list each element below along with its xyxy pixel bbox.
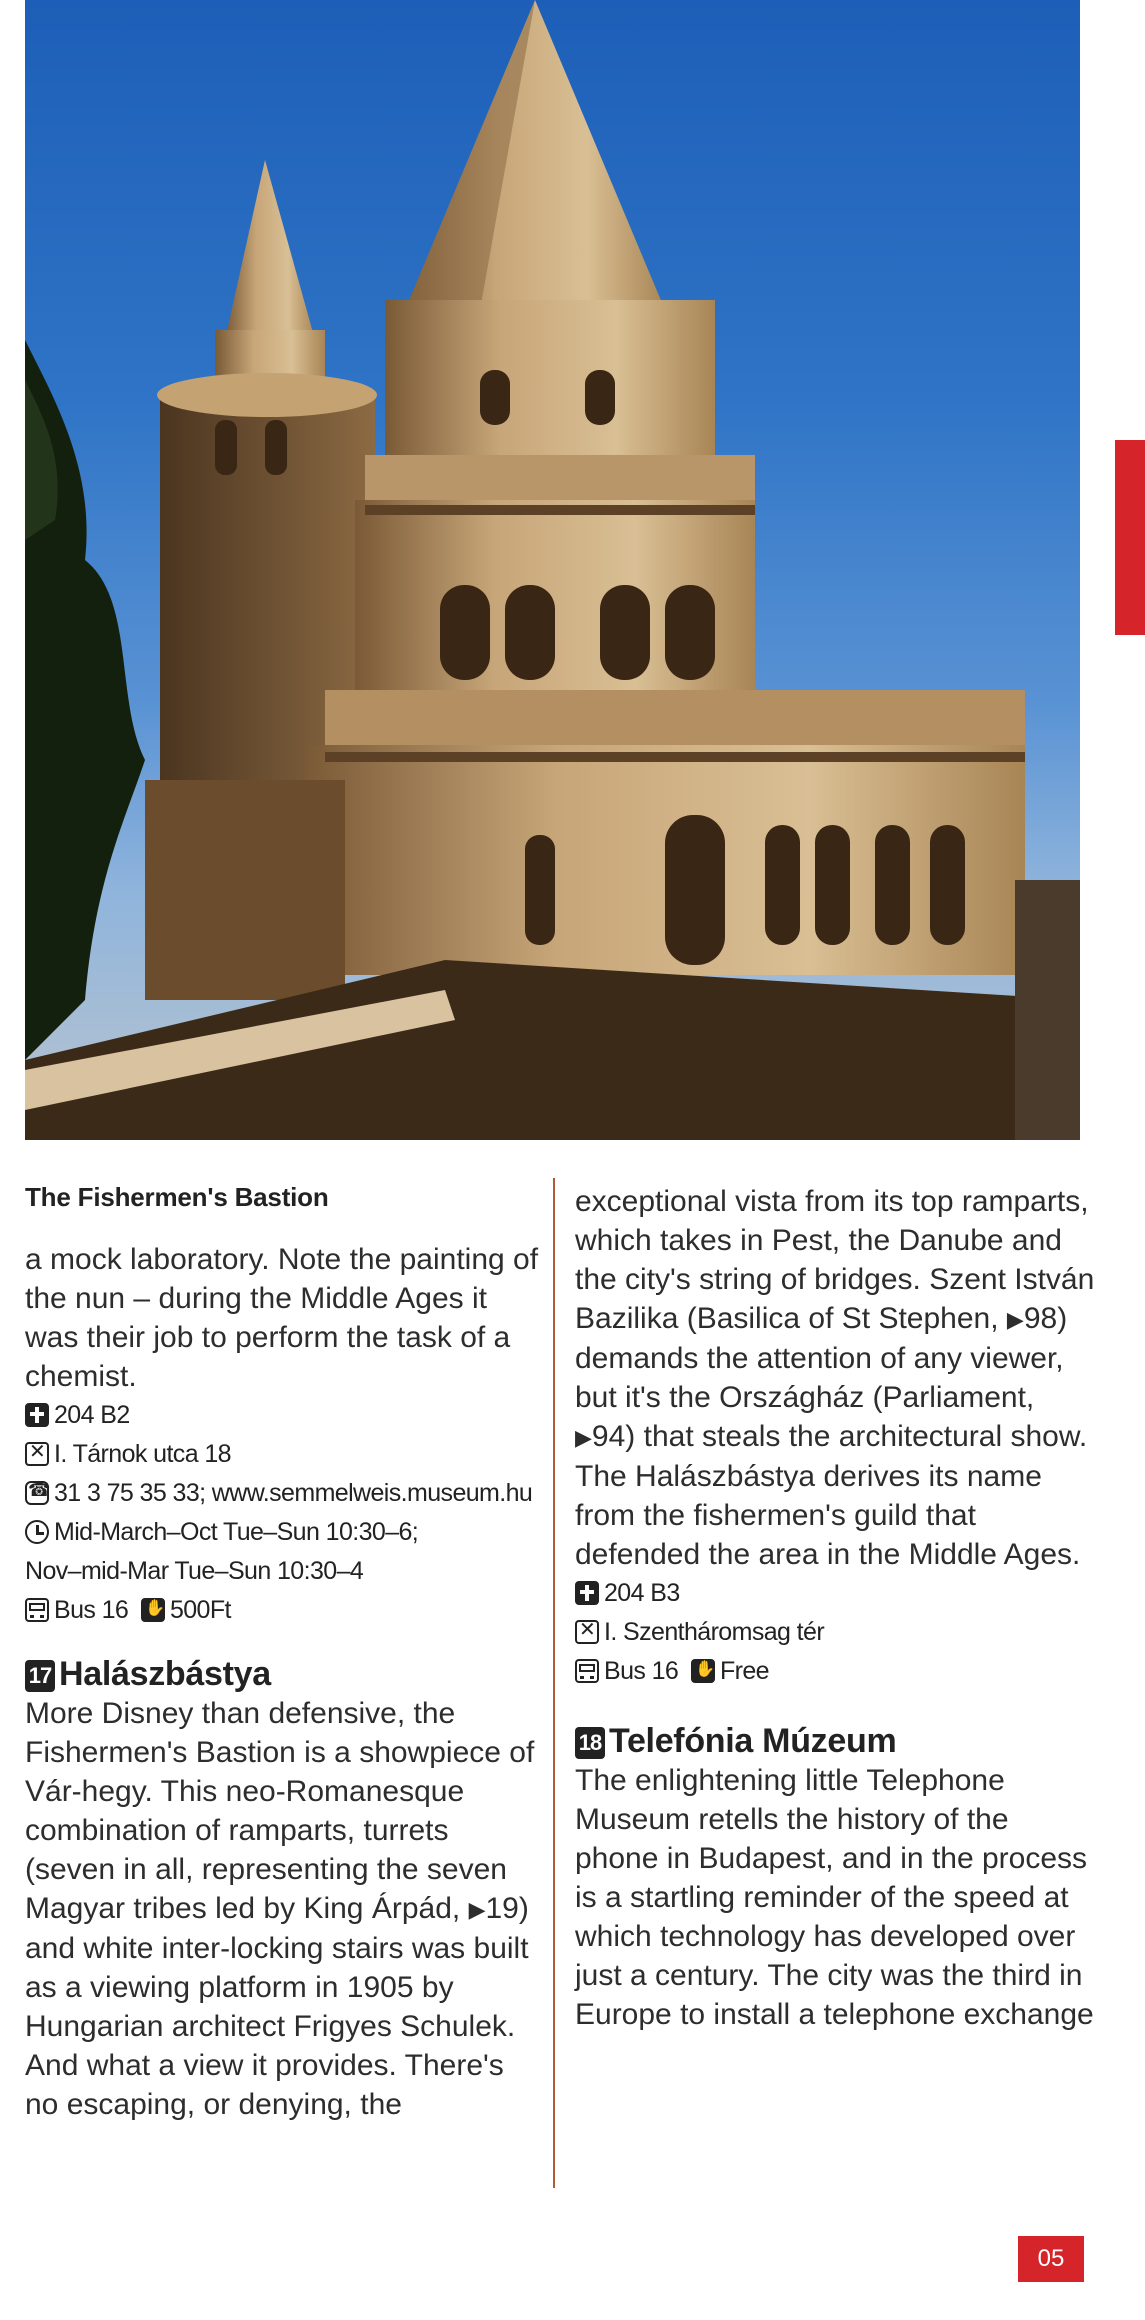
address: I. Szentháromsag tér [604, 1618, 825, 1646]
bus-icon [25, 1598, 49, 1622]
column-divider [553, 1178, 555, 2188]
fee: Free [719, 1657, 769, 1685]
info-hours [25, 1513, 540, 1552]
cross-ref[interactable]: 98 [1023, 1302, 1058, 1335]
bastion-illustration [25, 0, 1080, 1140]
info-transport [25, 1591, 540, 1630]
arrow-right-icon: ▶ [468, 1897, 486, 1922]
address: I. Tárnok utca 18 [54, 1440, 231, 1468]
section-tab [1115, 440, 1145, 635]
info-address [25, 1435, 540, 1474]
mail-icon [25, 1442, 49, 1466]
page-number: 05 [1018, 2236, 1084, 2282]
entry-17-continued [575, 1182, 1095, 1574]
hours-1: Mid-March–Oct Tue–Sun 10:30–6; [54, 1518, 419, 1546]
bus: Bus 16 [54, 1596, 129, 1624]
mail-icon [575, 1620, 599, 1644]
arrow-right-icon: ▶ [1006, 1307, 1024, 1332]
left-column [25, 1180, 540, 2124]
bus: Bus 16 [604, 1657, 679, 1685]
info-phone [25, 1474, 540, 1513]
map-grid-icon [25, 1403, 49, 1427]
fee: 500Ft [169, 1596, 231, 1624]
right-text-a: exceptional vista from its top ramparts, which takes in Pest, the Danube and the city's string of bridges. Szent István Bazilika (Basilica of St Stephen, [575, 1185, 1095, 1335]
admission-fee-icon [691, 1659, 715, 1683]
info-map [25, 1396, 540, 1435]
map-ref: 204 B2 [54, 1401, 130, 1429]
right-text-c: ) that steals the architectural show. The Halászbástya derives its name from the fishermen's guild that defended the area in the Middle Ages. [575, 1420, 1088, 1571]
info-map [575, 1574, 1095, 1613]
map-grid-icon [575, 1581, 599, 1605]
info-address [575, 1613, 1095, 1652]
entry-18-title: Telefónia Múzeum [609, 1722, 897, 1760]
clock-icon [25, 1520, 49, 1544]
bastion-photo [25, 0, 1080, 1140]
cross-ref[interactable]: 19 [485, 1892, 519, 1925]
arrow-right-icon: ▶ [575, 1425, 592, 1450]
phone-icon [25, 1481, 49, 1505]
entry-number-badge: 17 [25, 1660, 55, 1692]
entry-17-text-b: ) and white inter-locking stairs was built as a viewing platform in 1905 by Hungarian architect Frigyes Schulek. And what a view it provides. There's no escaping, or denying, the [25, 1892, 529, 2121]
entry-17-heading [25, 1654, 540, 1694]
map-ref: 204 B3 [604, 1579, 680, 1607]
intro-paragraph: a mock laboratory. Note the painting of the nun – during the Middle Ages it was their job to perform the task of a chemist. [25, 1243, 539, 1393]
entry-17-body [25, 1694, 540, 2124]
info-hours-2: Nov–mid-Mar Tue–Sun 10:30–4 [25, 1557, 364, 1585]
info-transport [575, 1652, 1095, 1691]
entry-number-badge: 18 [575, 1727, 605, 1759]
entry-18-body: The enlightening little Telephone Museum retells the history of the phone in Budapest, and in the process is a startling reminder of the speed at which technology has developed over just a century. The city was the third in Europe to install a telephone exchange [575, 1764, 1094, 2031]
admission-fee-icon [141, 1598, 165, 1622]
photo-caption: The Fishermen's Bastion [25, 1182, 329, 1212]
cross-ref[interactable]: 94 [591, 1420, 626, 1453]
phone-web[interactable]: 31 3 75 35 33; www.semmelweis.museum.hu [54, 1479, 533, 1507]
bus-icon [575, 1659, 599, 1683]
entry-18-heading [575, 1721, 1095, 1761]
entry-17-text-a: More Disney than defensive, the Fishermen's Bastion is a showpiece of Vár-hegy. This neo-Romanesque combination of ramparts, turrets (seven in all, representing the seven Magyar tribes led by King Árpád, [25, 1697, 535, 1925]
right-text-b: ) demands the attention of any viewer, but it's the Országház (Parliament, [575, 1302, 1068, 1414]
entry-17-title: Halászbástya [59, 1655, 271, 1693]
right-column [575, 1182, 1095, 2034]
